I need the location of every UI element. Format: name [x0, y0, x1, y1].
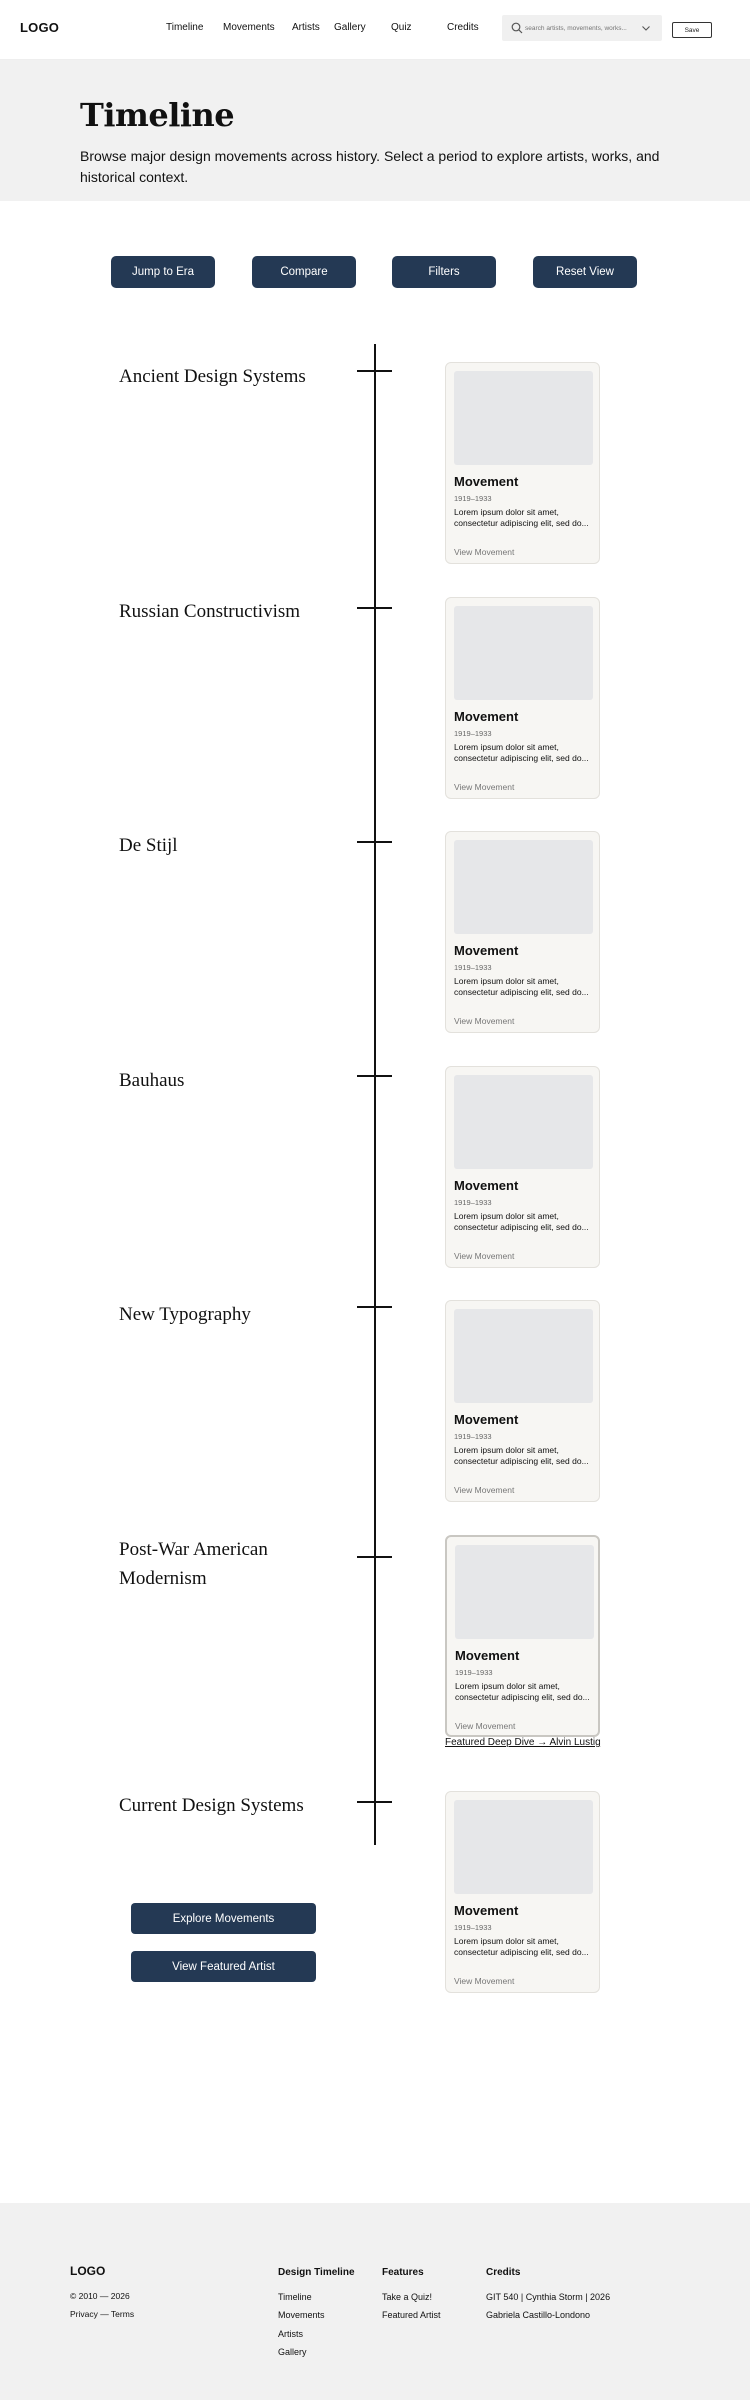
- card-thumbnail: [454, 606, 593, 700]
- compare-button[interactable]: Compare: [252, 256, 356, 288]
- footer-credit-course: GIT 540 | Cynthia Storm | 2026: [486, 2292, 611, 2302]
- search-bar[interactable]: [502, 15, 662, 41]
- card-thumbnail: [454, 840, 593, 934]
- save-button[interactable]: Save: [672, 22, 712, 38]
- era-title[interactable]: Ancient Design Systems: [119, 366, 306, 387]
- timeline-tick: [357, 1306, 392, 1308]
- nav-movements[interactable]: Movements: [223, 22, 275, 33]
- nav-artists[interactable]: Artists: [292, 22, 320, 33]
- movement-card[interactable]: [445, 362, 600, 564]
- chevron-down-icon[interactable]: [640, 22, 652, 34]
- view-movement-link[interactable]: View Movement: [454, 1976, 515, 1986]
- explore-movements-button[interactable]: Explore Movements: [131, 1903, 316, 1934]
- footer-copyright: © 2010 — 2026: [70, 2291, 130, 2301]
- movement-card[interactable]: [445, 1300, 600, 1502]
- card-description: Lorem ipsum dolor sit amet, consectetur adipiscing elit, sed do...: [454, 1936, 589, 1957]
- card-years: 1919–1933: [454, 1432, 492, 1441]
- card-thumbnail: [454, 371, 593, 465]
- card-thumbnail: [454, 1075, 593, 1169]
- card-description: Lorem ipsum dolor sit amet, consectetur adipiscing elit, sed do...: [454, 507, 589, 528]
- jump-to-era-button[interactable]: Jump to Era: [111, 256, 215, 288]
- footer-credit-author: Gabriela Castillo-Londono: [486, 2310, 591, 2320]
- logo[interactable]: LOGO: [20, 20, 60, 35]
- search-input[interactable]: [525, 20, 635, 36]
- footer-heading-credits: Credits: [486, 2267, 521, 2278]
- movement-card[interactable]: [445, 1791, 600, 1993]
- footer-link-timeline[interactable]: Timeline: [278, 2292, 312, 2302]
- card-title: Movement: [454, 709, 519, 724]
- timeline-tick: [357, 1556, 392, 1558]
- card-title: Movement: [454, 1178, 519, 1193]
- featured-deep-dive-link[interactable]: Featured Deep Dive → Alvin Lustig: [445, 1737, 601, 1748]
- card-thumbnail: [454, 1309, 593, 1403]
- era-title[interactable]: Current Design Systems: [119, 1795, 304, 1816]
- timeline-tick: [357, 841, 392, 843]
- site-footer: [0, 2203, 750, 2400]
- timeline-tick: [357, 1801, 392, 1803]
- card-title: Movement: [454, 1903, 519, 1918]
- card-description: Lorem ipsum dolor sit amet, consectetur adipiscing elit, sed do...: [454, 1445, 589, 1466]
- nav-gallery[interactable]: Gallery: [334, 22, 366, 33]
- card-thumbnail: [455, 1545, 594, 1639]
- timeline-tick: [357, 370, 392, 372]
- card-years: 1919–1933: [454, 963, 492, 972]
- search-icon: [510, 21, 524, 35]
- timeline-axis: [374, 344, 376, 1845]
- view-featured-artist-button[interactable]: View Featured Artist: [131, 1951, 316, 1982]
- site-header: [0, 0, 750, 60]
- view-movement-link[interactable]: View Movement: [454, 1485, 515, 1495]
- footer-link-movements[interactable]: Movements: [278, 2310, 325, 2320]
- nav-quiz[interactable]: Quiz: [391, 22, 412, 33]
- card-description: Lorem ipsum dolor sit amet, consectetur adipiscing elit, sed do...: [454, 976, 589, 997]
- card-thumbnail: [454, 1800, 593, 1894]
- card-years: 1919–1933: [454, 494, 492, 503]
- view-movement-link[interactable]: View Movement: [454, 1016, 515, 1026]
- movement-card[interactable]: [445, 1066, 600, 1268]
- card-title: Movement: [454, 1412, 519, 1427]
- era-title[interactable]: De Stijl: [119, 835, 178, 856]
- movement-card[interactable]: [445, 831, 600, 1033]
- era-title[interactable]: Bauhaus: [119, 1070, 185, 1091]
- card-description: Lorem ipsum dolor sit amet, consectetur adipiscing elit, sed do...: [454, 742, 589, 763]
- card-description: Lorem ipsum dolor sit amet, consectetur adipiscing elit, sed do...: [455, 1681, 590, 1702]
- card-title: Movement: [454, 943, 519, 958]
- era-title[interactable]: New Typography: [119, 1304, 251, 1325]
- footer-link-gallery[interactable]: Gallery: [278, 2347, 307, 2357]
- view-movement-link[interactable]: View Movement: [454, 1251, 515, 1261]
- hero-section: [0, 60, 750, 201]
- view-movement-link[interactable]: View Movement: [454, 782, 515, 792]
- era-title[interactable]: Russian Constructivism: [119, 601, 301, 622]
- timeline-tick: [357, 607, 392, 609]
- card-years: 1919–1933: [454, 729, 492, 738]
- view-movement-link[interactable]: View Movement: [454, 547, 515, 557]
- footer-link-take-a-quiz[interactable]: Take a Quiz!: [382, 2292, 433, 2302]
- card-years: 1919–1933: [454, 1923, 492, 1932]
- card-description: Lorem ipsum dolor sit amet, consectetur adipiscing elit, sed do...: [454, 1211, 589, 1232]
- movement-card-featured[interactable]: [445, 1535, 600, 1737]
- card-title: Movement: [455, 1648, 520, 1663]
- page-title: Timeline: [80, 96, 235, 134]
- footer-legal-links[interactable]: Privacy — Terms: [70, 2309, 135, 2319]
- card-years: 1919–1933: [454, 1198, 492, 1207]
- card-title: Movement: [454, 474, 519, 489]
- era-title[interactable]: Post-War American Modernism: [119, 1539, 268, 1589]
- footer-heading-design-timeline: Design Timeline: [278, 2267, 355, 2278]
- footer-heading-features: Features: [382, 2267, 424, 2278]
- footer-link-artists[interactable]: Artists: [278, 2329, 304, 2339]
- timeline-tick: [357, 1075, 392, 1077]
- footer-logo[interactable]: LOGO: [70, 2264, 106, 2278]
- nav-credits[interactable]: Credits: [447, 22, 479, 33]
- page-subtitle: Browse major design movements across history. Select a period to explore artists, works, and historical context.: [80, 148, 660, 185]
- filters-button[interactable]: Filters: [392, 256, 496, 288]
- nav-timeline[interactable]: Timeline: [166, 22, 204, 33]
- view-movement-link[interactable]: View Movement: [455, 1721, 516, 1731]
- reset-view-button[interactable]: Reset View: [533, 256, 637, 288]
- footer-link-featured-artist[interactable]: Featured Artist: [382, 2310, 441, 2320]
- card-years: 1919–1933: [455, 1668, 493, 1677]
- movement-card[interactable]: [445, 597, 600, 799]
